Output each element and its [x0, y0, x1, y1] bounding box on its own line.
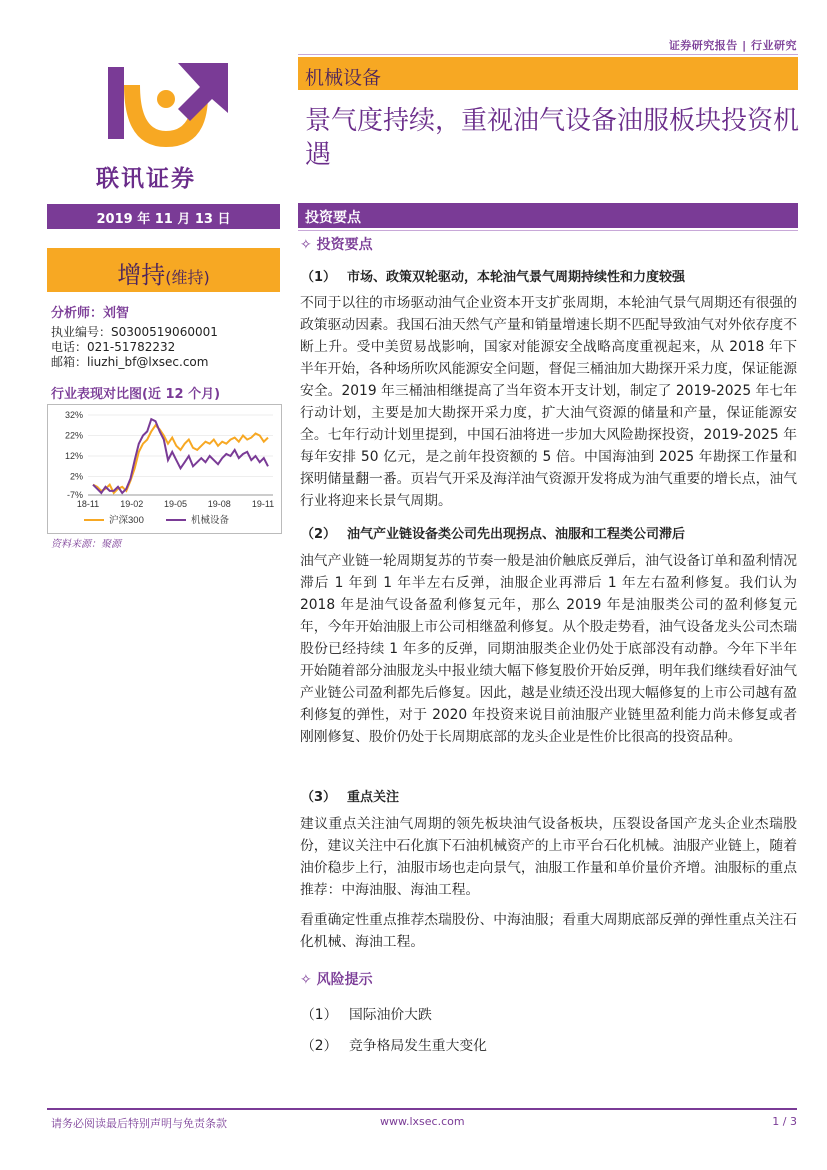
footer-disclaimer: 请务必阅读最后特别声明与免责条款	[51, 1117, 227, 1130]
summary-divider	[298, 230, 798, 231]
report-title: 景气度持续，重视油气设备油服板块投资机遇	[305, 106, 800, 170]
analyst-phone: 电话：021-51782232	[51, 340, 176, 354]
rating-value: 增持	[117, 261, 166, 289]
legend-label: 沪深300	[109, 515, 144, 526]
report-date: 2019 年 11 月 13 日	[96, 212, 231, 227]
footer-divider	[47, 1108, 797, 1110]
y-tick-label: 22%	[64, 430, 83, 441]
performance-chart	[47, 404, 282, 534]
paragraph-1: 不同于以往的市场驱动油气企业资本开支扩张周期，本轮油气景气周期还有很强的政策驱动因素。我国石油天然气产量和销量增速长期不匹配导致油气对外依存度不断上升。受中美贸易战影响，国家对能源安全战略高度重视起来，从 2018 年下半年开始，各种场所吹风能源安全问题，督促三桶油加大勘探开采力度，保证能源安全。2019 年三桶油相继提高了当年资本开支计划，制定了 2019-2025 年七年行动计划，主要是加大勘探开采力度，扩大油气资源的储量和产量，保证能源安全。七年行动计划里提到，中国石油将进一步加大风险勘探投资，2019-2025 年每年安排 50 亿元，是之前年投资额的 5 倍。中国海油到 2025 年勘探工作量和探明储量翻一番。页岩气开采及海洋油气资源开发将成为油气重要的增长点，油气行业将迎来长景气周期。	[300, 295, 797, 509]
subheading-2	[301, 523, 685, 542]
x-tick-label: 19-08	[207, 499, 231, 509]
x-tick-label: 19-05	[163, 499, 188, 509]
paragraph-2: 油气产业链一轮周期复苏的节奏一般是油价触底反弹后，油气设备订单和盈利情况滞后 1 年到 1 年半左右反弹，油服企业再滞后 1 年左右盈利修复。我们认为 2018 年是油气设备盈利修复元年，那么 2019 年是油服类公司的盈利修复元年，今年开始油服上市公司相继盈利修复。从个股走势看，油气设备龙头公司杰瑞股份已经持续 1 年多的反弹，同期油服类企业仍处于底部没有动静。今年下半年开始随着部分油服龙头中报业绩大幅下修复股价开始反弹，明年我们继续看好油气产业链公司盈利都先后修复。因此，越是业绩还没出现大幅修复的上市公司越有盈利修复的弹性，对于 2020 年投资来说目前油服产业链里盈利能力尚未修复或者刚刚修复、股价仍处于长周期底部的龙头企业是性价比很高的投资品种。	[300, 553, 797, 745]
document-type-label: 证券研究报告 | 行业研究	[668, 39, 797, 52]
legend-label: 机械设备	[191, 515, 230, 526]
y-tick-label: -7%	[66, 490, 83, 500]
y-tick-label: 2%	[69, 471, 83, 482]
x-tick-label: 19-11	[251, 499, 275, 509]
footer-website[interactable]: www.lxsec.com	[380, 1115, 465, 1128]
rating-note: (维持)	[165, 268, 210, 287]
company-name-logo: 联讯证券	[96, 165, 196, 192]
subheading-1	[301, 266, 685, 285]
rating	[47, 255, 280, 290]
analyst-email: 邮箱：liuzhi_bf@lxsec.com	[51, 355, 209, 369]
risk-item-1-number: （1）	[301, 1007, 338, 1023]
chart-title: 行业表现对比图(近 12 个月)	[51, 387, 221, 402]
subheading-3	[301, 786, 399, 805]
subheading-3-number: （3）	[301, 790, 337, 805]
chart-canvas	[48, 405, 281, 533]
x-tick-label: 19-02	[120, 499, 144, 509]
risk-item-2	[301, 1034, 487, 1054]
risk-item-2-number: （2）	[301, 1038, 338, 1054]
y-tick-label: 32%	[64, 410, 83, 420]
header-divider	[298, 54, 798, 55]
risk-item-1-text: 国际油价大跌	[349, 1007, 432, 1023]
section-heading-key-points: ✧ 投资要点	[300, 237, 373, 253]
risk-item-1	[301, 1003, 432, 1023]
paragraph-4: 看重确定性重点推荐杰瑞股份、中海油服；看重大周期底部反弹的弹性重点关注石化机械、海油工程。	[300, 912, 797, 950]
analyst-info	[51, 306, 281, 370]
paragraph-3: 建议重点关注油气周期的领先板块油气设备板块，压裂设备国产龙头企业杰瑞股份，建议关注中石化旗下石油机械资产的上市平台石化机械。油服产业链上，随着油价稳步上行，油服市场也走向景气，油服工作量和单价量价齐增。油服标的重点推荐：中海油服、海油工程。	[300, 816, 797, 898]
analyst-license: 执业编号：S0300519060001	[51, 325, 218, 339]
sector-label: 机械设备	[305, 67, 382, 89]
y-tick-label: 12%	[64, 451, 83, 462]
subheading-2-number: （2）	[301, 527, 337, 542]
summary-banner	[298, 203, 798, 228]
summary-banner-label: 投资要点	[305, 210, 361, 226]
risk-item-2-text: 竞争格局发生重大变化	[349, 1038, 487, 1054]
subheading-1-number: （1）	[301, 270, 337, 285]
chart-source: 资料来源：聚源	[51, 539, 121, 550]
section-heading-risk: ✧ 风险提示	[300, 972, 373, 988]
subheading-2-title: 油气产业链设备类公司先出现拐点、油服和工程类公司滞后	[347, 527, 686, 542]
page-number: 1 / 3	[772, 1115, 797, 1128]
subheading-3-title: 重点关注	[347, 790, 400, 805]
x-tick-label: 18-11	[76, 499, 100, 509]
subheading-1-title: 市场、政策双轮驱动，本轮油气景气周期持续性和力度较强	[347, 270, 686, 285]
analyst-name: 分析师：刘智	[51, 306, 130, 321]
